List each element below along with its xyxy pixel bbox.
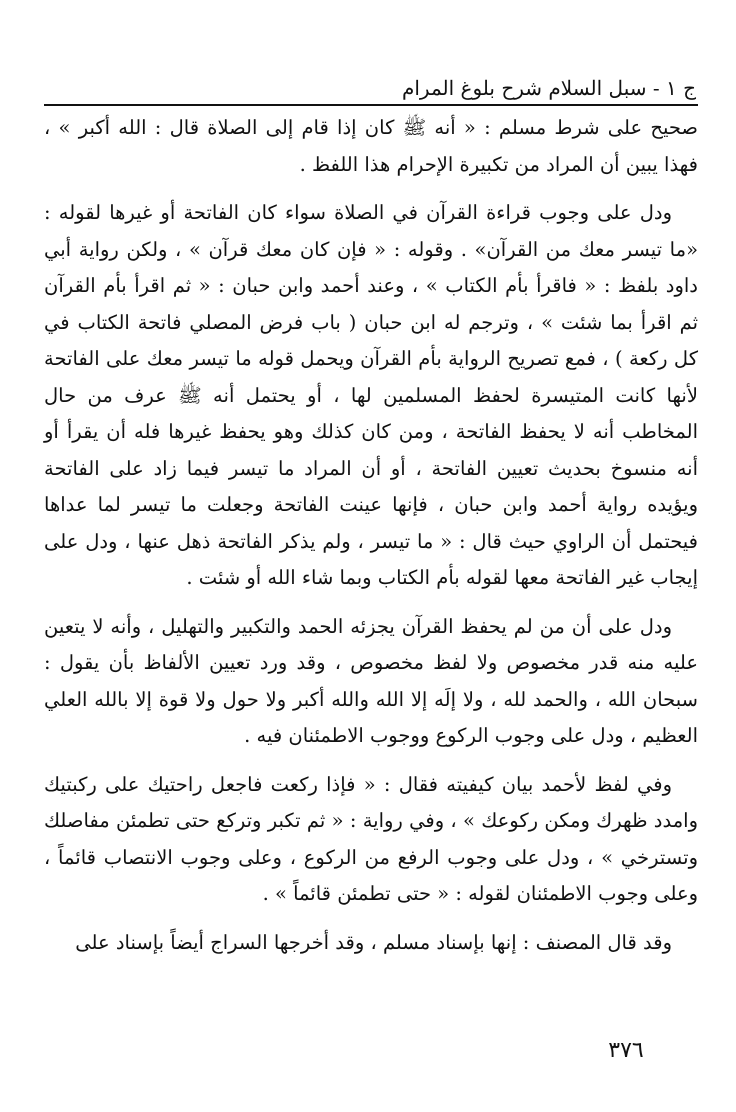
paragraph-dhikr: ودل على أن من لم يحفظ القرآن يجزئه الحمد والتكبير والتهليل ، وأنه لا يتعين عليه منه قدر مخصوص ولا لفظ مخصوص ، وقد ورد تعيين الألفاظ بأن يقول : سبحان الله ، والحمد لله ، ولا إلَه إلا الله والله أكبر ولا حول ولا قوة إلا بالله العلي العظيم ، ودل على وجوب الركوع ووجوب الاطمئنان فيه . [44, 614, 698, 747]
paragraph-isnad: وقد قال المصنف : إنها بإسناد مسلم ، وقد أخرجها السراج أيضاً بإسناد على [75, 930, 672, 954]
paragraph-gap [44, 183, 698, 195]
paragraph-ruku: وفي لفظ لأحمد بيان كيفيته فقال : « فإذا ركعت فاجعل راحتيك على ركبتيك وامدد ظهرك ومكن ركوعك » ، وفي رواية : « ثم تكبر وتركع حتى تطمئن مفاصلك وتسترخي » ، ودل على وجوب الرفع من الركوع ، وعلى وجوب الانتصاب قائماً ، وعلى وجوب الاطمئنان لقوله : « حتى تطمئن قائماً » . [44, 772, 698, 905]
body-text [44, 110, 698, 961]
running-header: ج ١ - سبل السلام شرح بلوغ المرام [401, 76, 696, 100]
header-rule [44, 104, 698, 106]
paragraph-gap [44, 913, 698, 925]
paragraph-gap [44, 597, 698, 609]
paragraph-qiraah: ودل على وجوب قراءة القرآن في الصلاة سواء كان الفاتحة أو غيرها لقوله : «ما تيسر معك من القرآن» . وقوله : « فإن كان معك قرآن » ، ولكن رواية أبي داود بلفظ : « فاقرأ بأم الكتاب » ، وعند أحمد وابن حبان : « ثم اقرأ بأم القرآن ثم اقرأ بما شئت » ، وترجم له ابن حبان ( باب فرض المصلي فاتحة الكتاب في كل ركعة ) ، فمع تصريح الرواية بأم القرآن ويحمل قوله ما تيسر معك على الفاتحة لأنها كانت المتيسرة لحفظ المسلمين لها ، أو يحتمل أنه ﷺ عرف من حال المخاطب أنه لا يحفظ الفاتحة ، ومن كان كذلك وهو يحفظ غيرها فله أن يقرأ أو أنه منسوخ بحديث تعيين الفاتحة ، أو أن المراد ما تيسر فيما زاد على الفاتحة ويؤيده رواية أحمد وابن حبان ، فإنها عينت الفاتحة وجعلت ما تيسر لما عداها فيحتمل أن الراوي حيث قال : « ما تيسر ، ولم يذكر الفاتحة ذهل عنها ، ودل على إيجاب غير الفاتحة معها لقوله بأم الكتاب وبما شاء الله أو شئت . [44, 201, 698, 589]
page-number: ٣٧٦ [608, 1038, 644, 1063]
paragraph-gap [44, 755, 698, 767]
paragraph-takbir: صحيح على شرط مسلم : « أنه ﷺ كان إذا قام إلى الصلاة قال : الله أكبر » ، فهذا يبين أن المراد من تكبيرة الإحرام هذا اللفظ . [44, 116, 698, 176]
